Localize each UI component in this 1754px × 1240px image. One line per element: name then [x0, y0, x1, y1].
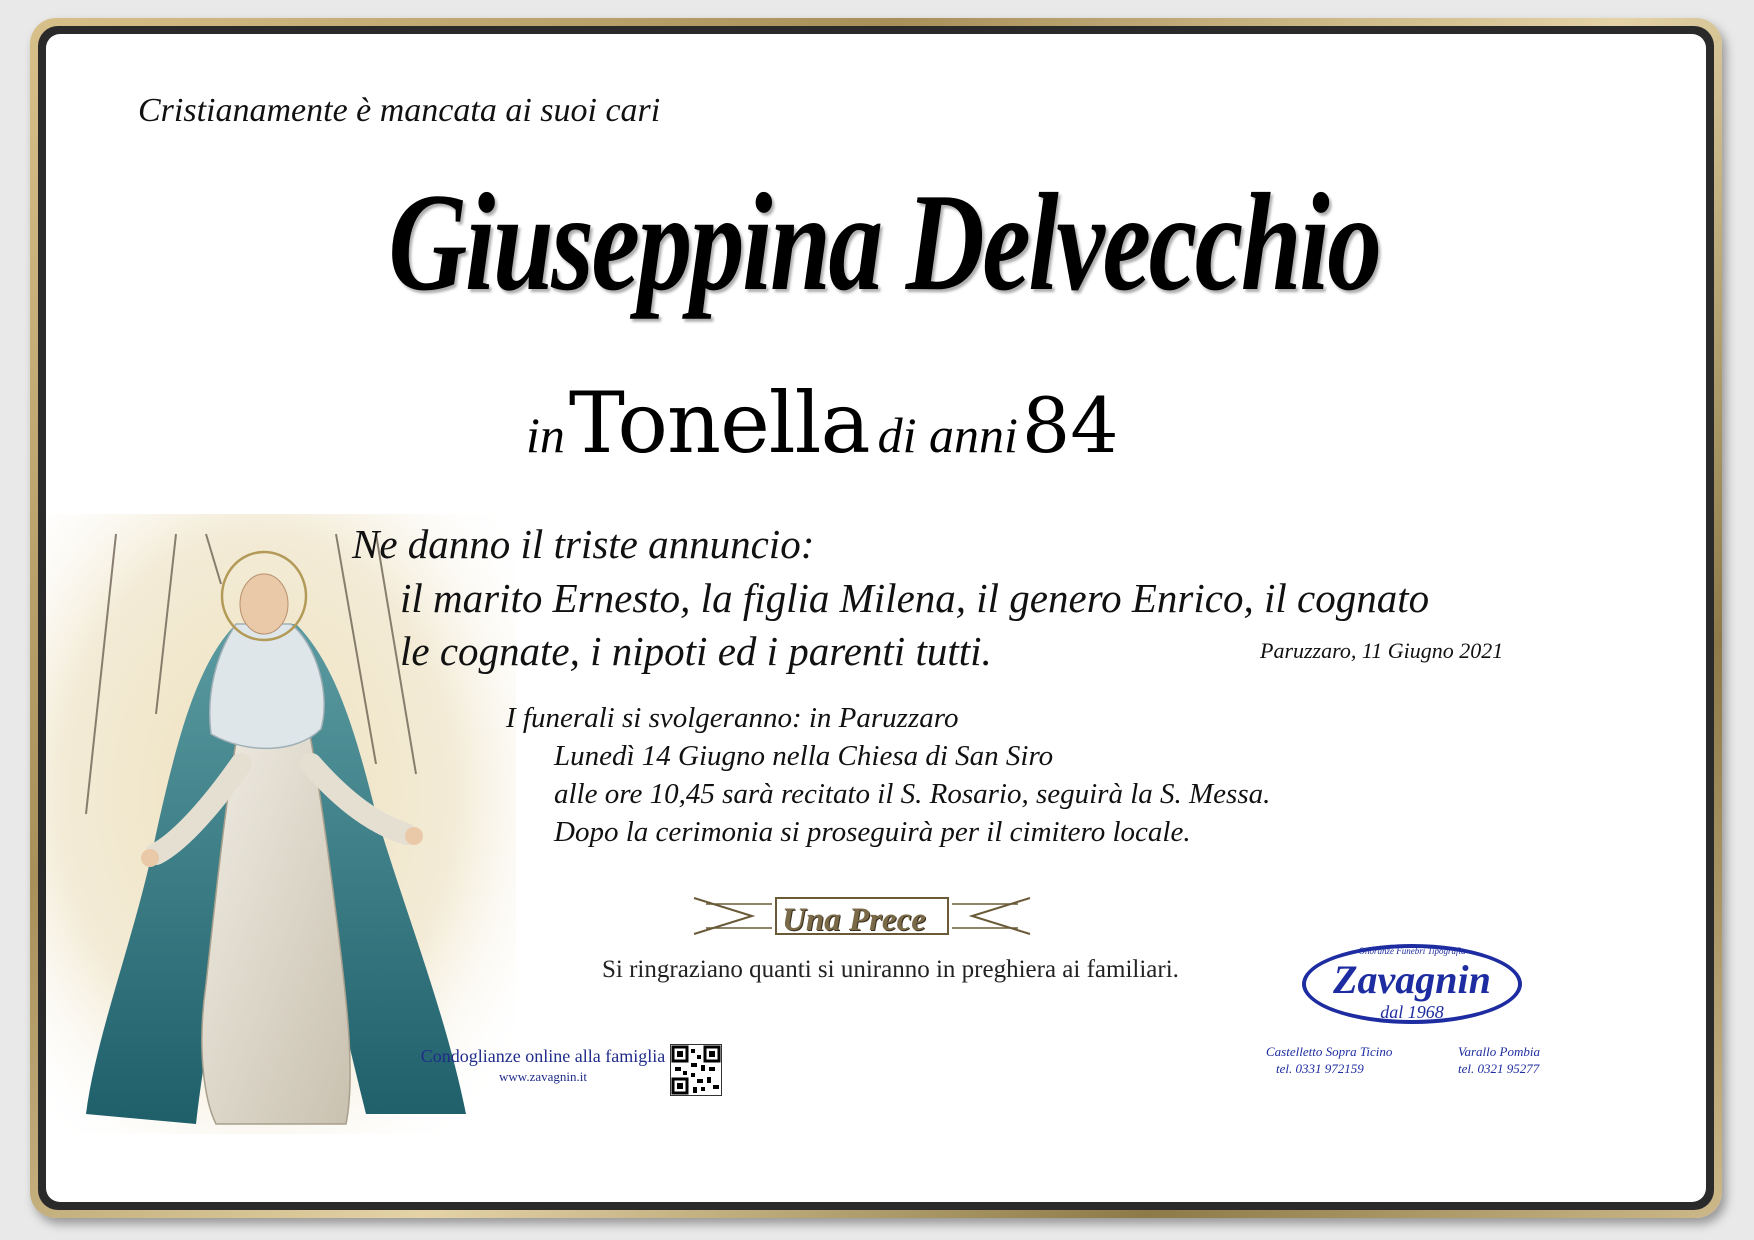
- office-2-phone: tel. 0321 95277: [1458, 1061, 1540, 1076]
- place-date: Paruzzaro, 11 Giugno 2021: [1260, 638, 1504, 663]
- frame-dark-border: [38, 26, 1714, 1210]
- age-label: di anni: [877, 407, 1018, 463]
- married-name: Tonella: [568, 374, 870, 472]
- notice-sheet: [46, 34, 1706, 1202]
- in-label: in: [526, 407, 565, 463]
- qr-code-icon[interactable]: [670, 1044, 722, 1096]
- condolences-website[interactable]: www.zavagnin.it: [499, 1069, 587, 1084]
- office-1-city: Castelletto Sopra Ticino: [1266, 1044, 1393, 1059]
- office-2-city: Varallo Pombia: [1458, 1044, 1540, 1059]
- condolences-label: Condoglianze online alla famiglia: [420, 1046, 666, 1066]
- deceased-name: Giuseppina Delvecchio: [388, 165, 1380, 320]
- married-name-line: [526, 374, 1119, 472]
- funeral-line-1: I funerali si svolgeranno: in Paruzzaro: [506, 702, 959, 734]
- company-name: Zavagnin: [1333, 957, 1491, 1002]
- prayer-label: Una Prece: [782, 902, 926, 938]
- company-tagline: Onoranze Funebri Tipografia: [1358, 946, 1466, 956]
- family-line-2: le cognate, i nipoti ed i parenti tutti.: [400, 628, 992, 674]
- intro-text: Cristianamente è mancata ai suoi cari: [138, 92, 661, 129]
- family-line-1: il marito Ernesto, la figlia Milena, il genero Enrico, il cognato: [400, 575, 1430, 621]
- company-since: dal 1968: [1380, 1002, 1444, 1022]
- thanks-text: Si ringraziano quanti si uniranno in preghiera ai familiari.: [602, 956, 1179, 983]
- age-value: 84: [1021, 381, 1119, 470]
- gold-frame: [30, 18, 1722, 1218]
- office-1-phone: tel. 0331 972159: [1276, 1061, 1364, 1076]
- funeral-line-3: alle ore 10,45 sarà recitato il S. Rosario, seguirà la S. Messa.: [554, 778, 1271, 810]
- funeral-line-4: Dopo la cerimonia si proseguirà per il cimitero locale.: [554, 816, 1191, 848]
- condolences-block: [408, 1046, 678, 1085]
- announcement-heading: Ne danno il triste annuncio:: [352, 521, 815, 567]
- funeral-line-2: Lunedì 14 Giugno nella Chiesa di San Siro: [554, 740, 1054, 772]
